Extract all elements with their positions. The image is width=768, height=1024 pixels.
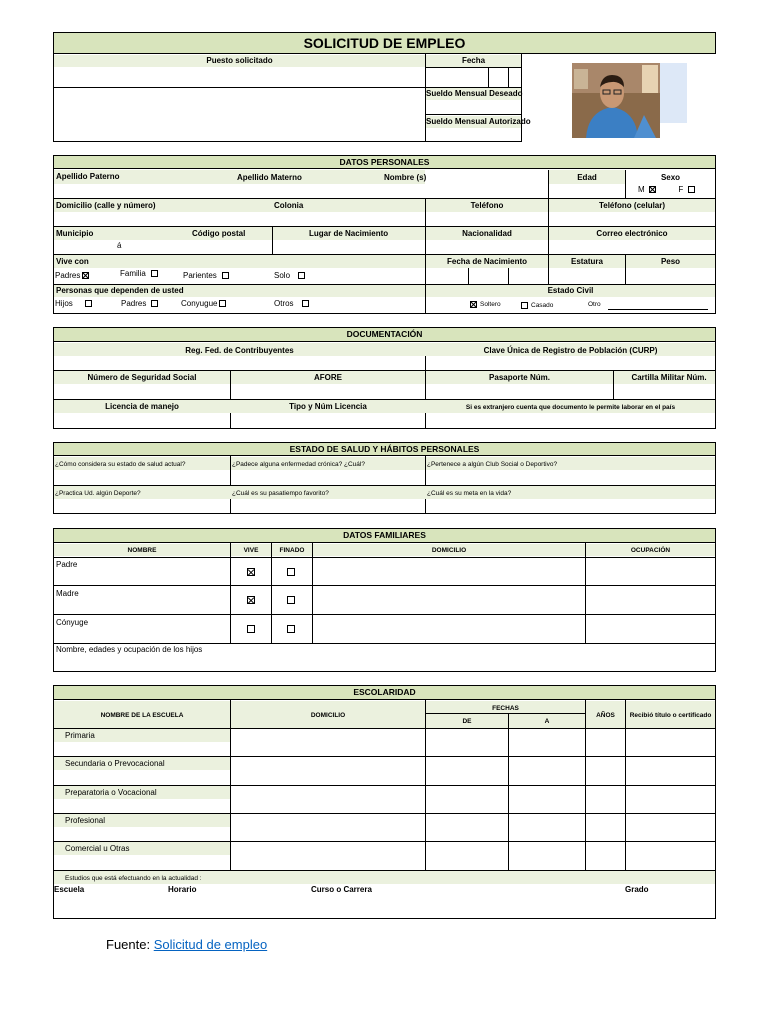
extranjero-input[interactable] xyxy=(426,414,715,428)
school-escuela-label: Escuela xyxy=(54,885,85,894)
dep-padres-option: Padres xyxy=(121,299,158,309)
telefono-label: Teléfono xyxy=(470,201,504,210)
municipio-value[interactable]: á xyxy=(117,241,122,250)
dep-hijos-option: Hijos xyxy=(55,299,92,309)
health-q5: ¿Cuál es su pasatiempo favorito? xyxy=(232,490,329,497)
fecha-nacimiento-label: Fecha de Nacimiento xyxy=(446,257,528,266)
edad-label: Edad xyxy=(577,173,597,182)
sexo-f-label: F xyxy=(678,185,684,194)
fecha-anio-input[interactable] xyxy=(509,68,521,86)
ec-casado-checkbox[interactable] xyxy=(521,302,528,309)
applicant-photo xyxy=(572,63,660,138)
sueldo-autorizado-label: Sueldo Mensual Autorizado xyxy=(426,117,531,126)
school-row: Primaria xyxy=(65,731,95,740)
sexo-label: Sexo xyxy=(660,173,681,182)
family-col-ocupacion: OCUPACIÓN xyxy=(630,547,671,554)
vive-solo-checkbox[interactable] xyxy=(298,272,305,279)
dep-otros-checkbox[interactable] xyxy=(302,300,309,307)
health-q3: ¿Pertenece a algún Club Social o Deportivo? xyxy=(427,461,558,468)
vive-familia-option: Familia xyxy=(120,269,158,279)
dependientes-label: Personas que dependen de usted xyxy=(56,286,184,295)
docs-header: DOCUMENTACIÓN xyxy=(54,328,715,342)
health-q4: ¿Practica Ud. algún Deporte? xyxy=(55,490,141,497)
family-col-finado: FINADO xyxy=(279,547,305,554)
family-conyuge-finado-checkbox[interactable] xyxy=(287,625,295,633)
domicilio-input[interactable] xyxy=(54,213,425,225)
dep-conyugue-checkbox[interactable] xyxy=(219,300,226,307)
nombre-label: Nombre (s) xyxy=(384,173,427,182)
school-col-anios: AÑOS xyxy=(596,712,615,719)
codigo-postal-label: Código postal xyxy=(192,229,246,238)
telefono-celular-label: Teléfono (celular) xyxy=(598,201,666,210)
school-actuales-input[interactable] xyxy=(54,897,715,918)
correo-label: Correo electrónico xyxy=(596,229,668,238)
estatura-label: Estatura xyxy=(570,257,603,266)
dep-padres-checkbox[interactable] xyxy=(151,300,158,307)
school-curso-label: Curso o Carrera xyxy=(311,885,372,894)
pasaporte-label: Pasaporte Núm. xyxy=(489,373,550,382)
health-a4-input[interactable] xyxy=(54,500,230,513)
family-col-domicilio: DOMICILIO xyxy=(431,547,467,554)
dep-conyugue-option: Conyugue xyxy=(181,299,226,309)
health-header: ESTADO DE SALUD Y HÁBITOS PERSONALES xyxy=(54,443,715,456)
family-row: Madre xyxy=(56,589,79,598)
rfc-label: Reg. Fed. de Contribuyentes xyxy=(185,346,294,355)
nacionalidad-label: Nacionalidad xyxy=(462,229,512,238)
health-a3-input[interactable] xyxy=(426,471,715,485)
fecha-label: Fecha xyxy=(461,56,486,65)
family-madre-finado-checkbox[interactable] xyxy=(287,596,295,604)
licencia-input[interactable] xyxy=(54,414,230,428)
puesto-label: Puesto solicitado xyxy=(206,56,273,65)
cartilla-label: Cartilla Militar Núm. xyxy=(631,373,707,382)
school-col-escuela: NOMBRE DE LA ESCUELA xyxy=(100,712,184,719)
school-row: Preparatoria o Vocacional xyxy=(65,788,157,797)
fecha-mes-input[interactable] xyxy=(489,68,508,86)
health-q2: ¿Padece alguna enfermedad crónica? ¿Cuál? xyxy=(232,461,365,468)
health-a1-input[interactable] xyxy=(54,471,230,485)
family-hijos-input[interactable] xyxy=(54,656,715,670)
sueldo-deseado-label: Sueldo Mensual Deseado xyxy=(426,89,523,98)
nombre-completo-input[interactable] xyxy=(54,185,548,197)
extranjero-label: Si es extranjero cuenta que documento le permite laborar en el país xyxy=(465,404,676,411)
pasaporte-input[interactable] xyxy=(426,385,613,398)
family-row: Padre xyxy=(56,560,78,569)
edad-input[interactable] xyxy=(549,185,625,197)
tipo-licencia-label: Tipo y Núm Licencia xyxy=(289,402,367,411)
ec-casado-option: Casado xyxy=(519,301,553,311)
form-title: SOLICITUD DE EMPLEO xyxy=(303,35,466,51)
sexo-m-label: M xyxy=(638,185,645,194)
licencia-label: Licencia de manejo xyxy=(105,402,179,411)
health-a5-input[interactable] xyxy=(231,500,425,513)
peso-label: Peso xyxy=(660,257,681,266)
colonia-label: Colonia xyxy=(274,201,304,210)
school-header: ESCOLARIDAD xyxy=(54,686,715,700)
rfc-input[interactable] xyxy=(54,357,425,370)
domicilio-label: Domicilio (calle y número) xyxy=(56,201,156,210)
vive-familia-checkbox[interactable] xyxy=(151,270,158,277)
school-actuales-label: Estudios que está efectuando en la actualidad : xyxy=(65,875,202,882)
school-col-de: DE xyxy=(462,718,472,725)
family-padre-finado-checkbox[interactable] xyxy=(287,568,295,576)
nss-input[interactable] xyxy=(54,385,230,398)
school-grado-label: Grado xyxy=(625,885,649,894)
school-col-a: A xyxy=(544,718,550,725)
estado-civil-label: Estado Civil xyxy=(547,286,594,295)
nss-label: Número de Seguridad Social xyxy=(87,373,197,382)
family-madre-vive-checkbox[interactable] xyxy=(247,596,255,604)
fecha-dia-input[interactable] xyxy=(426,68,488,86)
school-row: Secundaria o Prevocacional xyxy=(65,759,165,768)
health-a6-input[interactable] xyxy=(426,500,715,513)
telefono-celular-input[interactable] xyxy=(549,213,715,225)
apellido-materno-label: Apellido Materno xyxy=(237,173,302,182)
telefono-input[interactable] xyxy=(426,213,548,225)
puesto-input[interactable] xyxy=(54,68,425,86)
dep-otros-option: Otros xyxy=(274,299,309,309)
family-col-nombre: NOMBRE xyxy=(127,547,157,554)
school-row: Comercial u Otras xyxy=(65,844,130,853)
footer-source xyxy=(106,937,267,953)
ec-soltero-checkbox[interactable] xyxy=(470,301,477,308)
family-padre-vive-checkbox[interactable] xyxy=(247,568,255,576)
school-col-domicilio: DOMICILIO xyxy=(310,712,346,719)
lugar-nacimiento-label: Lugar de Nacimiento xyxy=(309,229,389,238)
curp-label: Clave Única de Registro de Población (CURP) xyxy=(483,346,658,355)
vive-padres-checkbox[interactable] xyxy=(82,272,89,279)
apellido-paterno-label: Apellido Paterno xyxy=(56,172,120,181)
vive-padres-option: Padres xyxy=(55,271,89,281)
ec-otro-input[interactable] xyxy=(608,309,708,310)
sexo-f-checkbox[interactable] xyxy=(688,186,695,193)
vive-parientes-option: Parientes xyxy=(183,271,229,281)
ec-soltero-option: Soltero xyxy=(468,300,501,310)
fuente-link[interactable]: Solicitud de empleo xyxy=(153,937,268,952)
sexo-m-checkbox[interactable] xyxy=(649,186,656,193)
family-hijos-label: Nombre, edades y ocupación de los hijos xyxy=(56,645,203,654)
afore-label: AFORE xyxy=(314,373,342,382)
family-row: Cónyuge xyxy=(56,618,89,627)
sexo-options xyxy=(638,185,695,195)
ec-otro-label: Otro xyxy=(588,301,601,308)
tipo-licencia-input[interactable] xyxy=(231,414,425,428)
municipio-label: Municipio xyxy=(56,229,94,238)
cartilla-input[interactable] xyxy=(614,385,715,398)
health-a2-input[interactable] xyxy=(231,471,425,485)
vive-solo-option: Solo xyxy=(274,271,305,281)
family-conyuge-vive-checkbox[interactable] xyxy=(247,625,255,633)
afore-input[interactable] xyxy=(231,385,425,398)
personal-header: DATOS PERSONALES xyxy=(54,156,715,169)
dep-hijos-checkbox[interactable] xyxy=(85,300,92,307)
school-row: Profesional xyxy=(65,816,106,825)
vive-parientes-checkbox[interactable] xyxy=(222,272,229,279)
health-q1: ¿Cómo considera su estado de salud actual? xyxy=(55,461,186,468)
family-col-vive: VIVE xyxy=(243,547,259,554)
health-q6: ¿Cuál es su meta en la vida? xyxy=(427,490,512,497)
curp-input[interactable] xyxy=(426,357,715,370)
school-col-titulo: Recibió título o certificado xyxy=(629,712,712,719)
vive-con-label: Vive con xyxy=(56,257,89,266)
school-horario-label: Horario xyxy=(168,885,197,894)
school-col-fechas: FECHAS xyxy=(492,705,519,712)
fuente-label: Fuente: xyxy=(106,937,151,952)
family-header: DATOS FAMILIARES xyxy=(54,529,715,543)
